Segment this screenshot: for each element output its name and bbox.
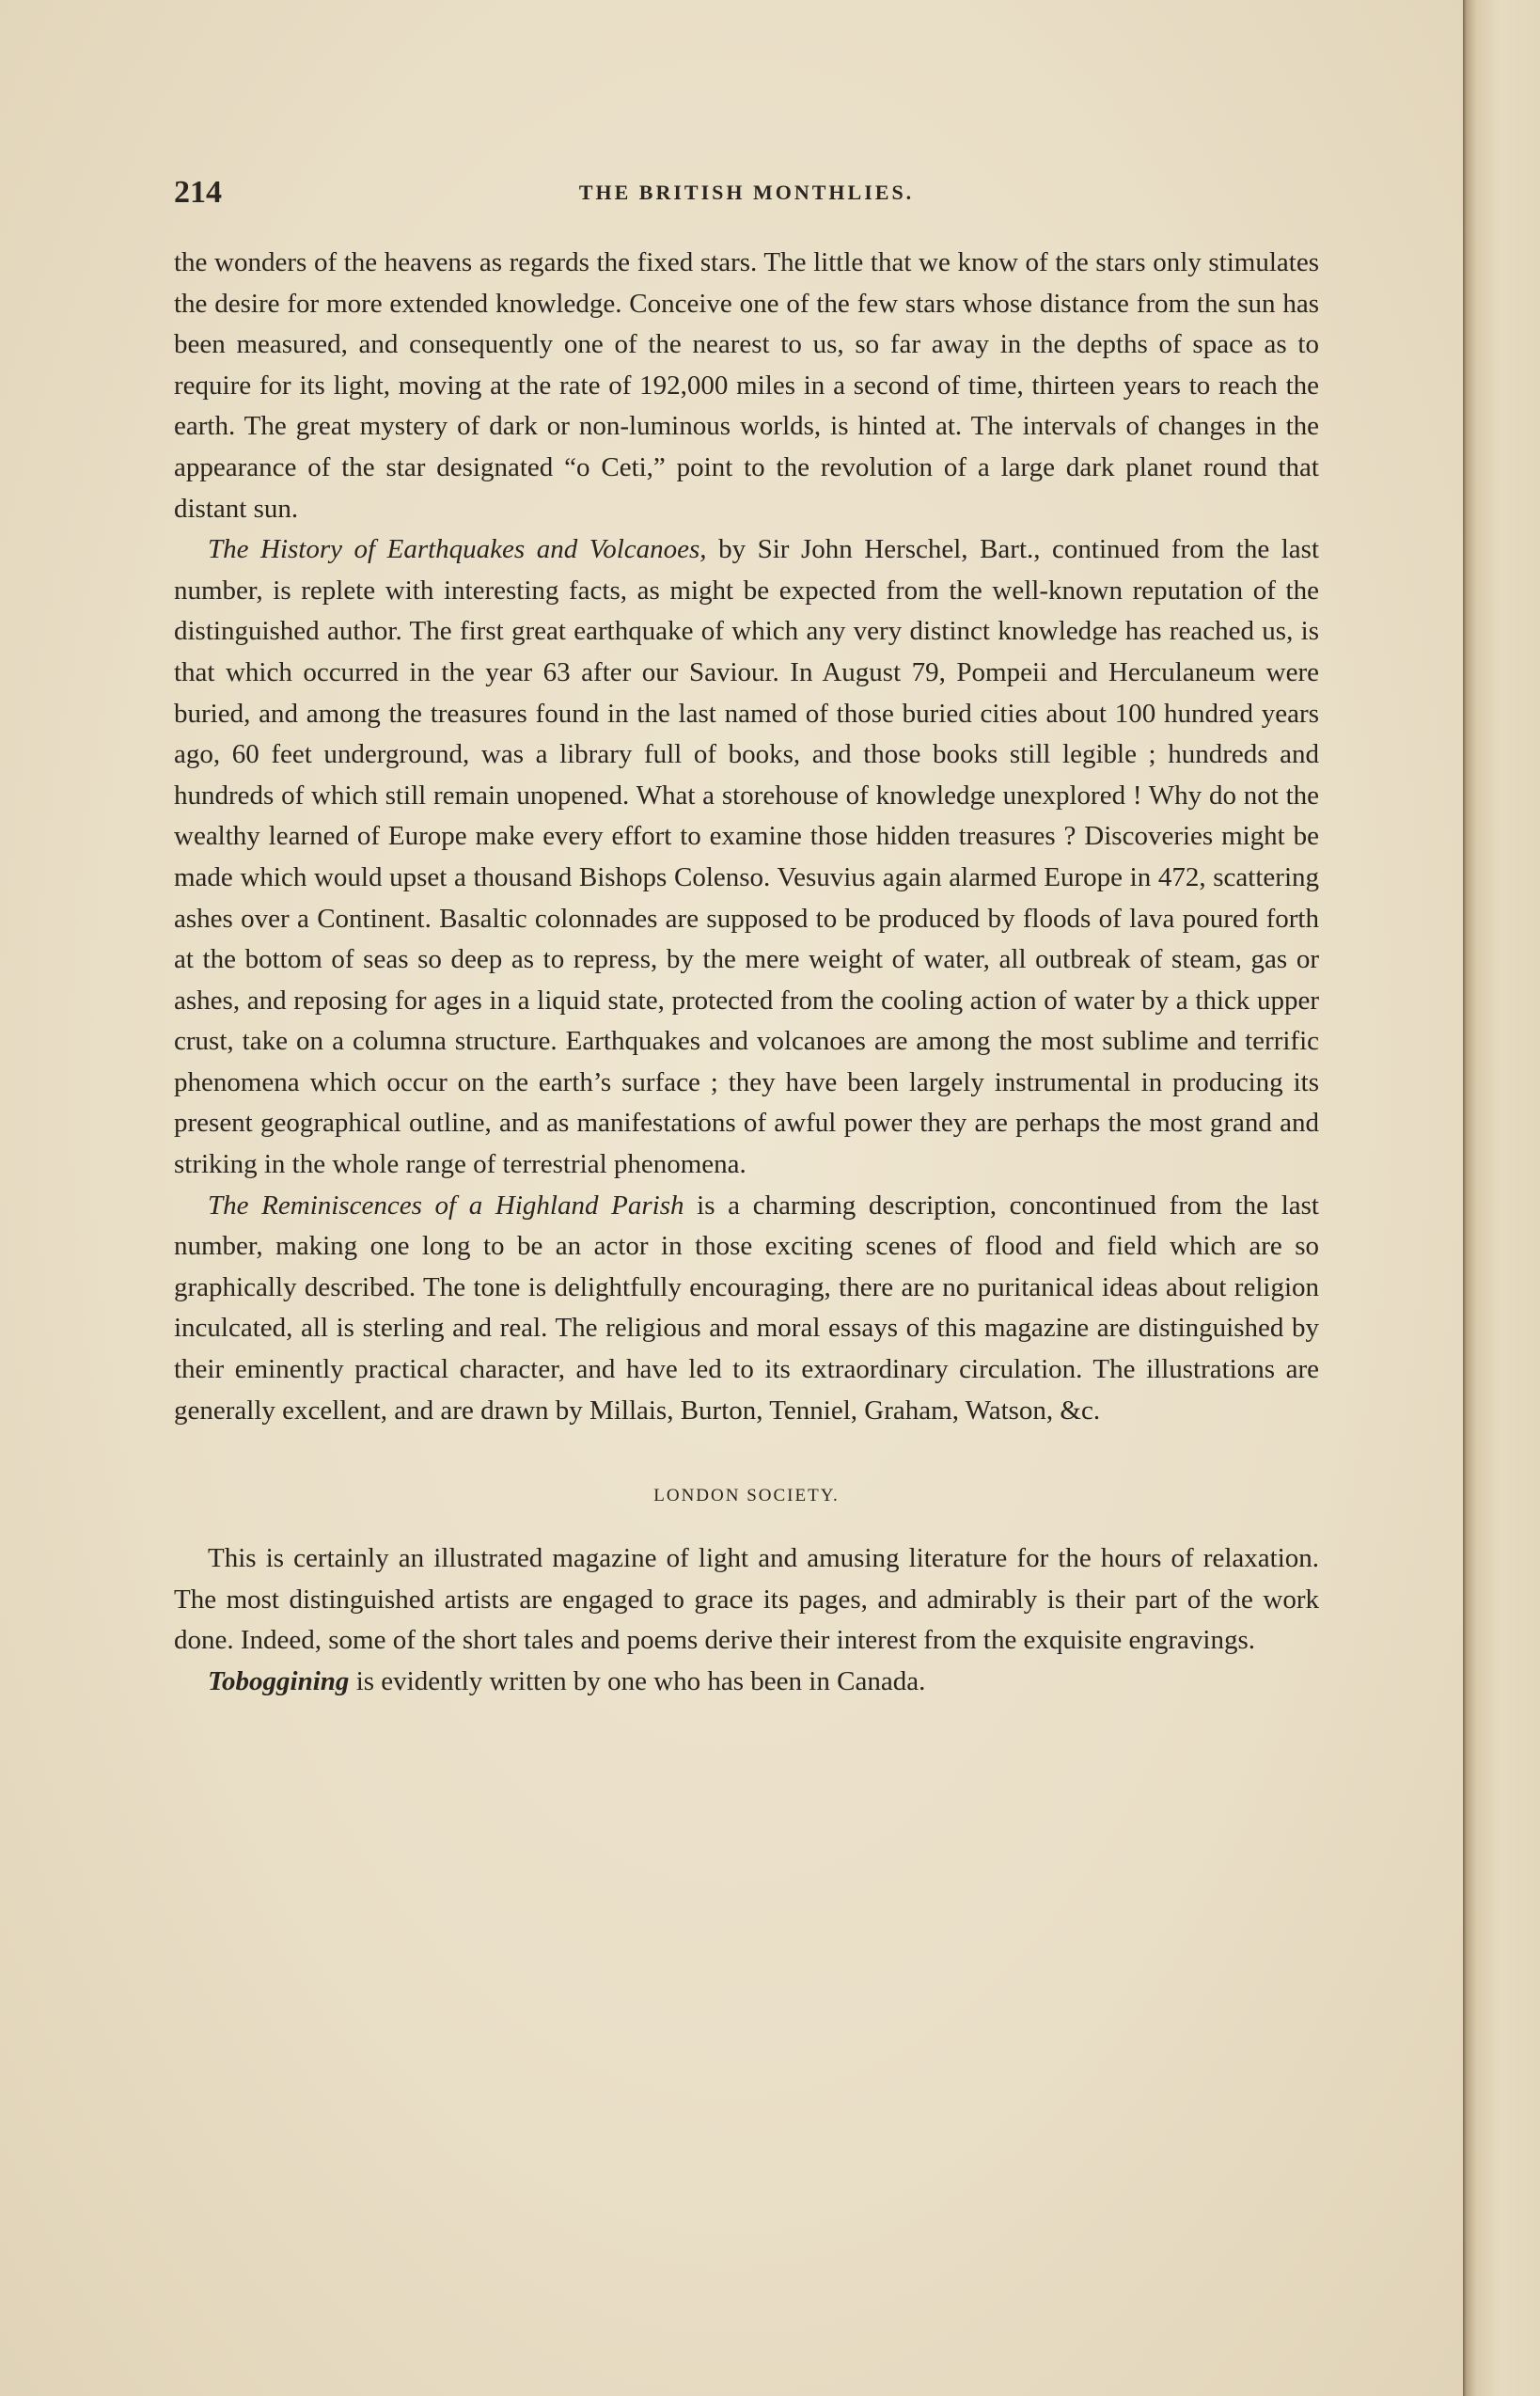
paragraph-toboggining-text: is evidently written by one who has been in Canada. <box>349 1666 926 1696</box>
paragraph-fixed-stars: the wonders of the heavens as regards the fixed stars. The little that we know of the stars only stimulates the desire for more extended knowledge. Conceive one of the few stars whose distance from the sun has been measured, and consequently one of the nearest to us, so far away in the depths of space as to require for its light, moving at the rate of 192,000 miles in a second of time, thirteen years to reach the earth. The great mystery of dark or non-luminous worlds, is hinted at. The intervals of changes in the appearance of the star designated “o Ceti,” point to the revolution of a large dark planet round that distant sun. <box>174 247 1319 524</box>
paragraph-toboggining <box>174 1662 1319 1703</box>
page-number: 214 <box>174 175 222 210</box>
paragraph-london-society: This is certainly an illustrated magazine of light and amusing literature for the hours of relaxation. The most distinguished artists are engaged to grace its pages, and admirably is their part of the work done. Indeed, some of the short tales and poems derive their interest from the exquisite engravings. <box>174 1543 1319 1656</box>
paragraph-earthquakes-text: by Sir John Herschel, Bart., continued from the last number, is replete with interesting facts, as might be expected from the well-known reputation of the distinguished author. The first great earthquake of which any very distinct knowledge has reached us, is that which occurred in the year 63 after our Saviour. In August 79, Pompeii and Herculaneum were buried, and among the treasures found in the last named of those buried cities about 100 hundred years ago, 60 feet underground, was a library full of books, and those books still legible ; hundreds and hundreds of which still remain unopened. What a storehouse of knowledge unexplored ! Why do not the wealthy learned of Europe make every effort to examine those hidden treasures ? Discoveries might be made which would upset a thousand Bishops Colenso. Vesuvius again alarmed Europe in 472, scattering ashes over a Continent. Basaltic colonnades are supposed to be produced by floods of lava poured forth at the bottom of seas so deep as to repress, by the mere weight of water, all outbreak of steam, gas or ashes, and reposing for ages in a liquid state, protected from the cooling action of water by a thick upper crust, take on a columna structure. Earthquakes and volcanoes are among the most sublime and terrific phenomena which occur on the earth’s surface ; they have been largely instrumental in producing its present geographical outline, and as manifestations of awful power they are perhaps the most grand and striking in the whole range of terrestrial phenomena. <box>174 534 1319 1180</box>
book-spine-edge <box>1463 0 1540 2396</box>
article-title-highland-parish: The Reminiscences of a Highland Parish <box>208 1190 684 1221</box>
running-head: THE BRITISH MONTHLIES. <box>578 181 915 204</box>
page-header <box>174 175 1319 222</box>
section-title: LONDON SOCIETY. <box>653 1486 840 1506</box>
article-title-toboggining: Toboggining <box>208 1666 350 1696</box>
paragraph-highland-parish <box>174 1186 1319 1432</box>
body-text <box>174 243 1319 1703</box>
article-title-earthquakes: The History of Earthquakes and Volcanoes, <box>208 534 707 565</box>
paragraph-earthquakes <box>174 529 1319 1186</box>
paragraph-highland-parish-text: is a charming description, concontinued from the last number, making one long to be an actor in those exciting scenes of flood and field which are so graphically described. The tone is delightfully encouraging, there are no puritanical ideas about religion inculcated, all is sterling and real. The religious and moral essays of this magazine are distinguished by their eminently practical character, and have led to its extraordinary circulation. The illustrations are generally excellent, and are drawn by Millais, Burton, Tenniel, Graham, Watson, &c. <box>174 1190 1319 1426</box>
